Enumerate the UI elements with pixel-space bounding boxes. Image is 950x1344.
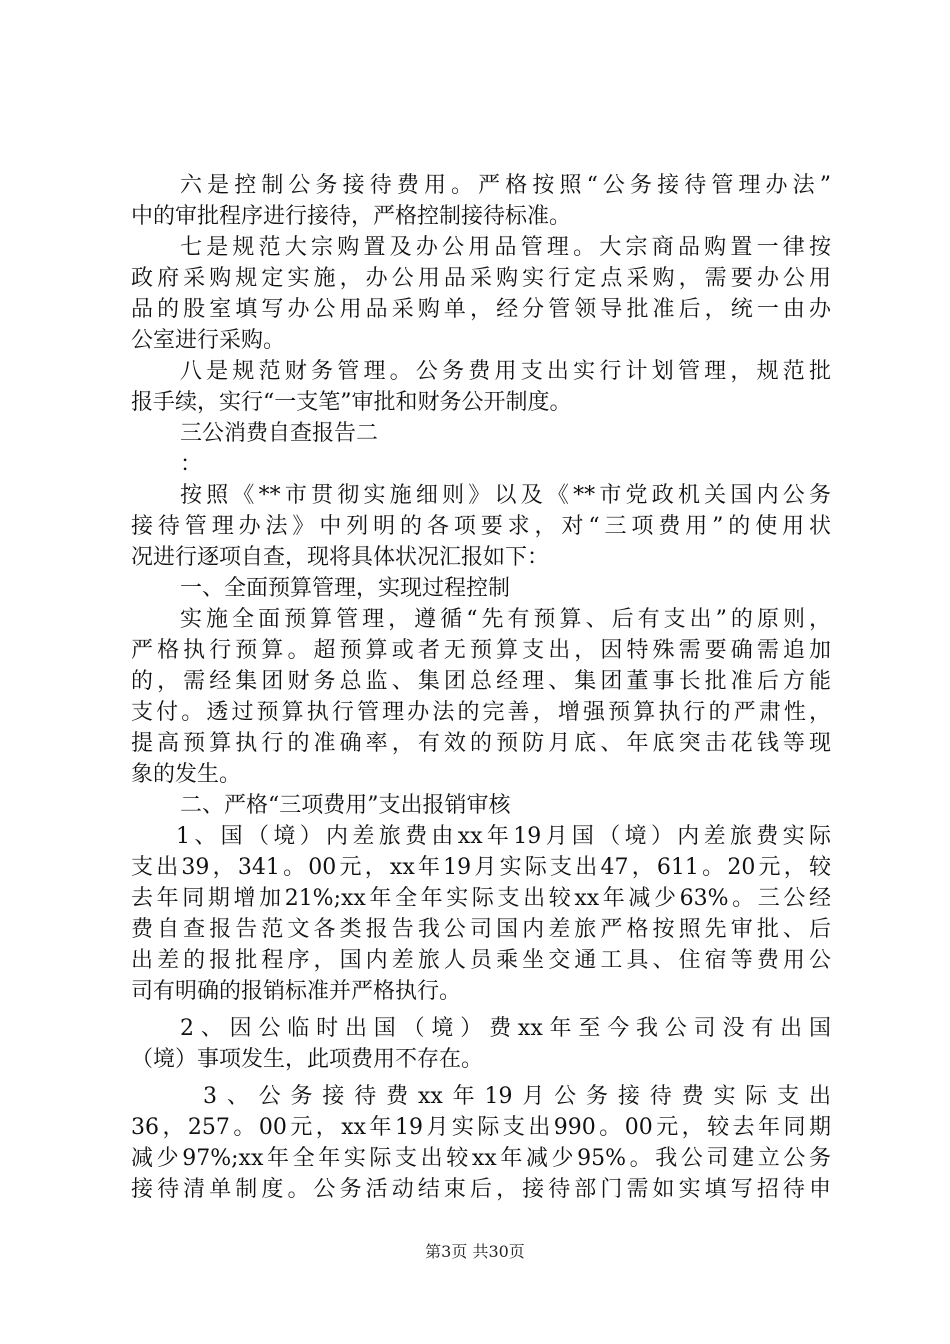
paragraph-line: 支付。透过预算执行管理办法的完善，增强预算执行的严肃性， xyxy=(131,700,831,725)
paragraph-line: 象的发生。 xyxy=(131,762,242,787)
paragraph-line: 况进行逐项自查，现将具体状况汇报如下： xyxy=(131,545,550,570)
paragraph-line: 接待管理办法》中列明的各项要求，对“三项费用”的使用状 xyxy=(131,514,831,539)
paragraph-line: 七是规范大宗购置及办公用品管理。大宗商品购置一律按 xyxy=(180,235,831,260)
paragraph-line: 出差的报批程序，国内差旅人员乘坐交通工具、住宿等费用公 xyxy=(131,948,831,973)
section-heading: 二、严格“三项费用”支出报销审核 xyxy=(180,793,511,818)
paragraph-line: 的，需经集团财务总监、集团总经理、集团董事长批准后方能 xyxy=(131,669,831,694)
paragraph-line: 严格执行预算。超预算或者无预算支出，因特殊需要确需追加 xyxy=(131,638,831,663)
paragraph-line: 支出39，341。00元，xx年19月实际支出47，611。20元，较 xyxy=(131,855,831,880)
paragraph-line: 减少97%;xx年全年实际支出较xx年减少95%。我公司建立公务 xyxy=(131,1146,831,1171)
paragraph-line: 报手续，实行“一支笔”审批和财务公开制度。 xyxy=(131,390,572,415)
paragraph-line: 1、国（境）内差旅费由xx年19月国（境）内差旅费实际 xyxy=(176,824,831,849)
paragraph-line: ： xyxy=(180,452,203,477)
page-number: 第3页 共30页 xyxy=(425,1242,525,1261)
paragraph-line: 费自查报告范文各类报告我公司国内差旅严格按照先审批、后 xyxy=(131,917,831,942)
paragraph-line: 3、公务接待费xx年19月公务接待费实际支出 xyxy=(203,1084,831,1109)
paragraph-line: 提高预算执行的准确率，有效的预防月底、年底突击花钱等现 xyxy=(131,731,831,756)
paragraph-line: 36，257。00元，xx年19月实际支出990。00元，较去年同期 xyxy=(131,1115,831,1140)
paragraph-line: 按照《**市贯彻实施细则》以及《**市党政机关国内公务 xyxy=(180,483,831,508)
section-heading: 三公消费自查报告二 xyxy=(180,421,379,446)
paragraph-line: 中的审批程序进行接待，严格控制接待标准。 xyxy=(131,204,572,229)
paragraph-line: 司有明确的报销标准并严格执行。 xyxy=(131,979,462,1004)
paragraph-line: 接待清单制度。公务活动结束后，接待部门需如实填写招待申 xyxy=(131,1177,831,1202)
section-heading: 一、全面预算管理，实现过程控制 xyxy=(180,576,511,601)
paragraph-line: 公室进行采购。 xyxy=(131,328,286,353)
paragraph-line: 2、因公临时出国（境）费xx年至今我公司没有出国 xyxy=(180,1016,831,1041)
paragraph-line: 去年同期增加21%;xx年全年实际支出较xx年减少63%。三公经 xyxy=(131,886,831,911)
paragraph-line: 实施全面预算管理，遵循“先有预算、后有支出”的原则， xyxy=(180,607,831,632)
paragraph-line: 八是规范财务管理。公务费用支出实行计划管理，规范批 xyxy=(180,359,831,384)
paragraph-line: 品的股室填写办公用品采购单，经分管领导批准后，统一由办 xyxy=(131,297,831,322)
document-body xyxy=(131,170,831,1205)
paragraph-line: 六是控制公务接待费用。严格按照“公务接待管理办法” xyxy=(180,173,831,198)
paragraph-line: 政府采购规定实施，办公用品采购实行定点采购，需要办公用 xyxy=(131,266,831,291)
paragraph-line: （境）事项发生，此项费用不存在。 xyxy=(131,1047,484,1072)
